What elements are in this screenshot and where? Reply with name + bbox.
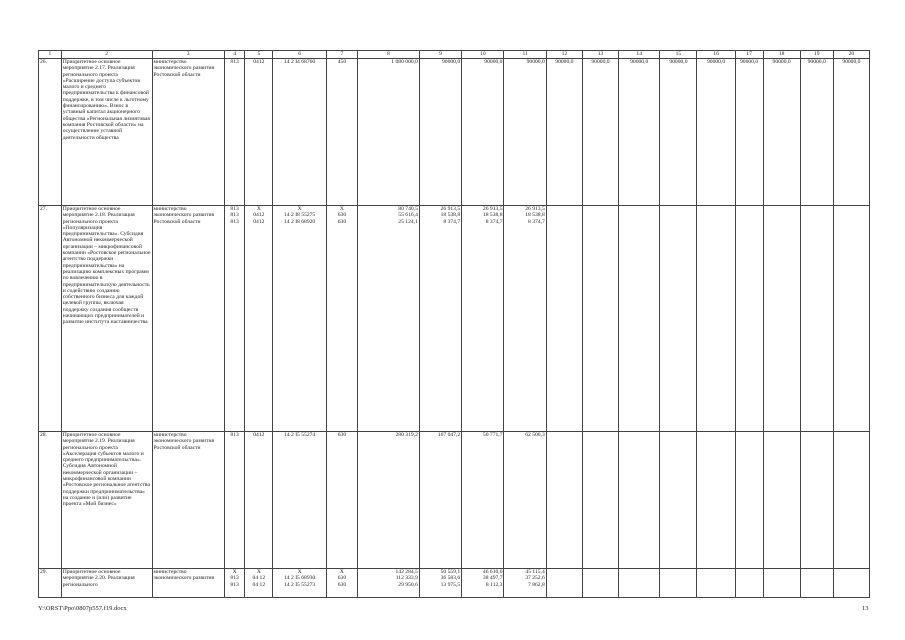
- cell-col-10: [462, 206, 504, 432]
- cell-col-11: [504, 206, 546, 432]
- cell-col-17: [735, 59, 763, 206]
- cell-col-18: [763, 59, 800, 206]
- cell-value: 37 252,6: [525, 575, 545, 582]
- cell-value: 813: [230, 581, 239, 588]
- cell-value: 90000,0: [630, 59, 649, 65]
- budget-table: [38, 50, 870, 598]
- column-numbers-row: [39, 51, 870, 59]
- cell-col-19: [800, 206, 833, 432]
- cell-col-19: [800, 59, 833, 206]
- activity-name: Приоритетное основное мероприятие 2.19. Реализация регионального проекта «Акселерация субъектов малого и среднего предпринимательства». Субсидия Автономной некоммерческой организации – микрофинансовой компании «Ростовское региональное агентство поддержки предпринимательства» на создание и (или) развитие проекта «Мой бизнес»: [61, 432, 152, 569]
- cell-value: 167 047,2: [437, 432, 461, 438]
- cell-col-10: [462, 432, 504, 569]
- cell-col-17: [735, 432, 763, 569]
- cell-value: 813: [230, 59, 239, 65]
- cell-value: 90000,0: [842, 59, 861, 65]
- cell-value: 0412: [253, 59, 265, 65]
- cell-value: 50 559,1: [440, 569, 461, 575]
- cell-col-12: [546, 59, 582, 206]
- cell-value: 90000,0: [669, 59, 688, 65]
- cell-col-7: [326, 569, 357, 598]
- cell-col-6: [273, 432, 327, 569]
- cell-value: 0412: [253, 432, 265, 438]
- cell-value: 112 333,9: [395, 575, 418, 582]
- column-number: 8: [357, 51, 419, 59]
- cell-value: Х: [339, 206, 344, 212]
- cell-col-11: [504, 569, 546, 598]
- cell-value: 8 374,7: [485, 218, 503, 225]
- cell-value: 25 124,1: [398, 218, 418, 225]
- column-number: 15: [660, 51, 697, 59]
- cell-col-19: [800, 569, 833, 598]
- cell-col-6: [273, 206, 327, 432]
- cell-value: 1 080 000,0: [391, 59, 418, 65]
- cell-col-15: [660, 206, 697, 432]
- cell-col-17: [735, 569, 763, 598]
- cell-col-4: [224, 432, 245, 569]
- cell-value: 26 913,5: [525, 206, 545, 212]
- cell-value: 14 2 I8 55275: [284, 212, 316, 219]
- cell-value: 813: [230, 432, 239, 438]
- cell-value: 36 583,6: [440, 575, 461, 582]
- cell-col-4: [224, 206, 245, 432]
- cell-value: 813: [230, 218, 239, 225]
- cell-col-13: [582, 206, 618, 432]
- cell-value: 90000,0: [526, 59, 545, 65]
- column-number: 5: [245, 51, 273, 59]
- table-row: [39, 59, 870, 206]
- cell-value: 7 862,8: [528, 581, 545, 588]
- cell-value: 450: [337, 59, 347, 65]
- cell-col-12: [546, 569, 582, 598]
- cell-value: 813: [230, 575, 239, 582]
- cell-col-18: [763, 432, 800, 569]
- cell-col-14: [619, 206, 660, 432]
- cell-value: 630: [337, 575, 347, 582]
- column-number: 2: [61, 51, 152, 59]
- cell-col-18: [763, 569, 800, 598]
- cell-value: 90000,0: [555, 59, 574, 65]
- cell-value: 14 2 I5 55274: [284, 432, 316, 438]
- column-number: 1: [39, 51, 62, 59]
- cell-col-20: [833, 59, 869, 206]
- cell-value: 90000,0: [740, 59, 759, 65]
- cell-col-16: [697, 59, 735, 206]
- cell-col-7: [326, 432, 357, 569]
- cell-col-11: [504, 432, 546, 569]
- cell-col-19: [800, 432, 833, 569]
- column-number: 16: [697, 51, 735, 59]
- cell-col-20: [833, 569, 869, 598]
- cell-value: 14 2 I5 55273: [284, 581, 316, 588]
- table-row: [39, 206, 870, 432]
- cell-value: 80 740,5: [398, 206, 418, 212]
- table-row: [39, 569, 870, 598]
- cell-value: 55 616,4: [398, 212, 418, 219]
- cell-col-16: [697, 206, 735, 432]
- column-number: 18: [763, 51, 800, 59]
- cell-col-8: [357, 206, 419, 432]
- column-number: 6: [273, 51, 327, 59]
- cell-col-6: [273, 569, 327, 598]
- cell-col-4: [224, 569, 245, 598]
- cell-col-7: [326, 59, 357, 206]
- column-number: 17: [735, 51, 763, 59]
- cell-value: 62 500,3: [525, 432, 545, 438]
- row-number: 27.: [39, 206, 62, 432]
- cell-col-15: [660, 432, 697, 569]
- cell-value: 50 771,7: [482, 432, 503, 438]
- cell-value: 29 950,6: [398, 581, 418, 588]
- cell-value: 813: [230, 212, 239, 219]
- cell-value: 813: [230, 206, 239, 212]
- cell-value: 14 2 I8 68920: [284, 218, 316, 225]
- row-number: 26.: [39, 59, 62, 206]
- cell-value: Х: [297, 569, 302, 575]
- cell-col-10: [462, 569, 504, 598]
- cell-value: 90000,0: [441, 59, 461, 65]
- cell-value: 8 374,7: [443, 218, 461, 225]
- cell-value: 38 497,7: [482, 575, 503, 582]
- cell-col-14: [619, 59, 660, 206]
- document-path: Y:\ORST\Ppo\0807p557.f19.docx: [38, 605, 127, 612]
- cell-value: 90000,0: [706, 59, 726, 65]
- column-number: 9: [419, 51, 461, 59]
- cell-value: 630: [337, 581, 347, 588]
- cell-col-7: [326, 206, 357, 432]
- column-number: 12: [546, 51, 582, 59]
- column-number: 19: [800, 51, 833, 59]
- cell-value: 18 538,8: [525, 212, 545, 219]
- cell-col-17: [735, 206, 763, 432]
- activity-name: Приоритетное основное мероприятие 2.18. Реализация регионального проекта «Популяризация предпринимательства». Субсидия Автономной некоммерческой организации – микрофинансовой компании «Ростовское региональное агентство поддержки предпринимательства» на реализацию комплексных программ по вовлечению в предпринимательскую деятельность и содействию созданию собственного бизнеса для каждой целевой группы, включая поддержку создания сообществ начинающих предпринимателей и развитие института наставничества: [61, 206, 152, 432]
- column-number: 7: [326, 51, 357, 59]
- cell-value: 630: [337, 212, 347, 219]
- column-number: 10: [462, 51, 504, 59]
- cell-value: 90000,0: [484, 59, 503, 65]
- executor: министерство экономического развития Ростовской области: [152, 206, 224, 432]
- cell-col-12: [546, 206, 582, 432]
- cell-value: Х: [297, 206, 302, 212]
- cell-col-10: [462, 59, 504, 206]
- cell-col-11: [504, 59, 546, 206]
- cell-col-20: [833, 432, 869, 569]
- table-row: [39, 432, 870, 569]
- cell-col-8: [357, 59, 419, 206]
- executor: министерство экономического развития Ростовской области: [152, 432, 224, 569]
- cell-value: 14 2 I4 68760: [284, 59, 316, 65]
- column-number: 11: [504, 51, 546, 59]
- cell-value: 04 12: [252, 575, 266, 582]
- cell-col-9: [419, 569, 461, 598]
- row-number: 28.: [39, 432, 62, 569]
- cell-value: Х: [232, 569, 237, 575]
- cell-value: 90000,0: [591, 59, 610, 65]
- cell-col-5: [245, 206, 273, 432]
- cell-col-14: [619, 569, 660, 598]
- cell-value: 630: [337, 218, 347, 225]
- cell-col-16: [697, 569, 735, 598]
- cell-col-13: [582, 432, 618, 569]
- cell-col-13: [582, 59, 618, 206]
- cell-col-4: [224, 59, 245, 206]
- cell-col-9: [419, 206, 461, 432]
- cell-value: 18 538,8: [482, 212, 503, 219]
- row-number: 29.: [39, 569, 62, 598]
- cell-value: 13 975,5: [440, 581, 461, 588]
- cell-value: 45 115,4: [525, 569, 545, 575]
- cell-col-15: [660, 59, 697, 206]
- cell-value: Х: [256, 206, 261, 212]
- cell-value: 90000,0: [807, 59, 826, 65]
- cell-value: 26 913,5: [440, 206, 461, 212]
- cell-value: 18 538,8: [440, 212, 461, 219]
- cell-value: 26 913,5: [482, 206, 503, 212]
- cell-col-5: [245, 432, 273, 569]
- cell-col-6: [273, 59, 327, 206]
- executor: министерство экономического развития: [152, 569, 224, 598]
- cell-value: 46 610,0: [482, 569, 503, 575]
- cell-col-5: [245, 59, 273, 206]
- cell-value: Х: [256, 569, 261, 575]
- column-number: 3: [152, 51, 224, 59]
- cell-value: 0412: [253, 212, 265, 219]
- page-number: 13: [862, 605, 869, 612]
- cell-col-14: [619, 432, 660, 569]
- executor: министерство экономического развития Ростовской области: [152, 59, 224, 206]
- cell-value: 8 374,7: [528, 218, 545, 225]
- cell-col-9: [419, 59, 461, 206]
- cell-value: 04 12: [252, 581, 266, 588]
- column-number: 4: [224, 51, 245, 59]
- column-number: 14: [619, 51, 660, 59]
- cell-col-18: [763, 206, 800, 432]
- column-number: 13: [582, 51, 618, 59]
- cell-col-16: [697, 432, 735, 569]
- cell-value: 0412: [253, 218, 265, 225]
- cell-col-8: [357, 569, 419, 598]
- cell-col-15: [660, 569, 697, 598]
- cell-col-8: [357, 432, 419, 569]
- cell-col-5: [245, 569, 273, 598]
- cell-value: 90000,0: [772, 59, 791, 65]
- cell-col-12: [546, 432, 582, 569]
- activity-name: Приоритетное основное мероприятие 2.17. Реализация регионального проекта «Расширение доступа субъектов малого и среднего предпринимательства к финансовой поддержке, в том числе к льготному финансированию». Взнос в уставный капитал акционерного общества «Региональная лизинговая компания Ростовской области» на осуществление уставной деятельности общества: [61, 59, 152, 206]
- activity-name: Приоритетное основное мероприятие 2.20. Реализация регионального: [61, 569, 152, 598]
- cell-value: 14 2 I5 68930: [284, 575, 316, 582]
- cell-value: 142 284,5: [395, 569, 418, 575]
- cell-col-13: [582, 569, 618, 598]
- cell-value: 8 112,3: [485, 581, 503, 588]
- cell-col-9: [419, 432, 461, 569]
- cell-value: Х: [339, 569, 344, 575]
- cell-value: 280 319,2: [395, 432, 418, 438]
- column-number: 20: [833, 51, 869, 59]
- cell-col-20: [833, 206, 869, 432]
- cell-value: 630: [337, 432, 347, 438]
